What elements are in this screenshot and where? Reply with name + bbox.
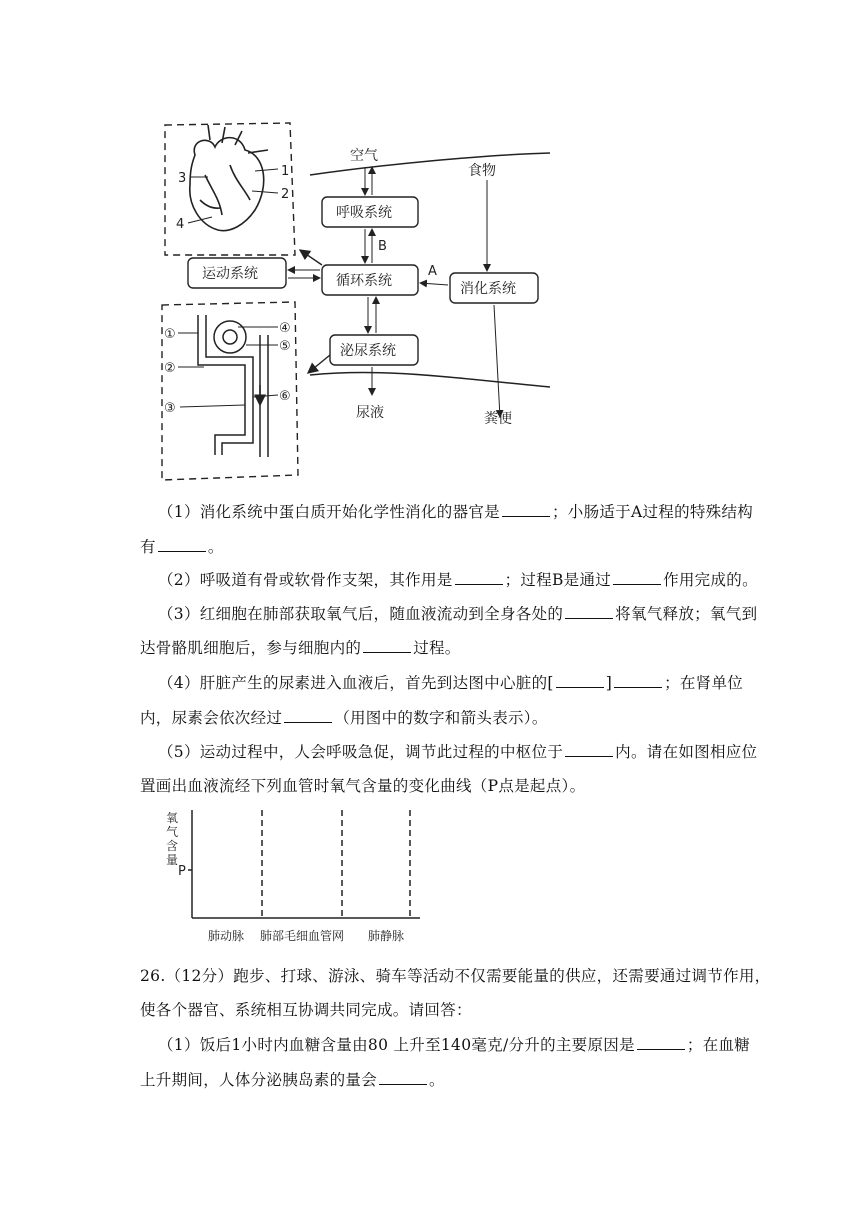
answer-blank[interactable] [379, 1070, 427, 1085]
y-axis-label-3: 含 [166, 839, 179, 853]
heart-number-2: 2 [281, 187, 290, 202]
heart-panel [165, 123, 295, 255]
respiratory-system-label: 呼吸系统 [336, 205, 392, 221]
answer-blank[interactable] [637, 1035, 685, 1050]
y-axis-label-4: 量 [166, 853, 179, 867]
nephron-number-1: ① [164, 327, 176, 342]
x-label-pulmonary-vein: 肺静脉 [368, 929, 405, 943]
arrow-label-a: A [428, 264, 437, 279]
p-point-label: P [178, 864, 186, 879]
arrow-label-b: B [378, 239, 387, 254]
answer-blank[interactable] [556, 673, 604, 688]
feces-label: 粪便 [484, 411, 512, 427]
question-3-line-1: （3）红细胞在肺部获取氧气后，随血液流动到全身各处的 将氧气释放；氧气到 [158, 605, 758, 623]
nephron-number-6: ⑥ [279, 389, 291, 404]
question-26-line-2: 使各个器官、系统相互协调共同完成。请回答： [140, 1001, 472, 1019]
answer-blank[interactable] [158, 537, 206, 552]
question-4-line-2: 内，尿素会依次经过 （用图中的数字和箭头表示）。 [140, 709, 548, 727]
y-axis-label-1: 氧 [166, 811, 179, 825]
question-26-1-line-1: （1）饭后1小时内血糖含量由80 上升至140毫克/分升的主要原因是 ；在血糖 [158, 1036, 751, 1054]
nephron-icon [198, 315, 268, 457]
heart-number-4: 4 [176, 217, 185, 232]
motor-system-label: 运动系统 [202, 266, 258, 282]
answer-blank[interactable] [284, 708, 332, 723]
nephron-number-4: ④ [279, 321, 291, 336]
answer-blank[interactable] [614, 673, 662, 688]
x-label-lung-capillaries: 肺部毛细血管网 [260, 929, 345, 943]
urinary-system-label: 泌尿系统 [340, 343, 396, 359]
question-5-line-1: （5）运动过程中，人会呼吸急促，调节此过程的中枢位于 内。请在如图相应位 [158, 743, 758, 761]
answer-blank[interactable] [613, 570, 661, 585]
question-5-line-2: 置画出血液流经下列血管时氧气含量的变化曲线（P点是起点）。 [140, 777, 586, 795]
answer-blank[interactable] [502, 502, 550, 517]
nephron-panel [162, 302, 298, 480]
digestive-system-label: 消化系统 [460, 281, 516, 297]
y-axis-label-2: 气 [166, 825, 179, 839]
answer-blank[interactable] [565, 742, 613, 757]
answer-blank[interactable] [565, 604, 613, 619]
question-26-1-line-2: 上升期间，人体分泌胰岛素的量会 。 [140, 1071, 445, 1089]
question-3-line-2: 达骨骼肌细胞后，参与细胞内的 过程。 [140, 639, 461, 657]
question-2: （2）呼吸道有骨或软骨作支架，其作用是 ；过程B是通过 作用完成的。 [158, 571, 758, 589]
answer-blank[interactable] [363, 638, 411, 653]
nephron-number-3: ③ [164, 401, 176, 416]
body-systems-diagram [150, 105, 560, 490]
question-1-line-1: （1）消化系统中蛋白质开始化学性消化的器官是 ；小肠适于A过程的特殊结构 [158, 503, 754, 521]
x-label-pulmonary-artery: 肺动脉 [208, 929, 245, 943]
answer-blank[interactable] [455, 570, 503, 585]
question-26-line-1: 26.（12分）跑步、打球、游泳、骑车等活动不仅需要能量的供应，还需要通过调节作用， [140, 967, 771, 985]
food-label: 食物 [468, 163, 496, 179]
question-1-line-2: 有 。 [140, 538, 224, 556]
circulatory-system-label: 循环系统 [336, 273, 392, 289]
heart-number-3: 3 [178, 171, 187, 186]
urine-label: 尿液 [356, 405, 384, 421]
question-4-line-1: （4）肝脏产生的尿素进入血液后，首先到达图中心脏的[ ] ；在肾单位 [158, 674, 744, 692]
oxygen-content-graph[interactable] [150, 800, 430, 950]
air-label: 空气 [350, 148, 378, 164]
nephron-number-5: ⑤ [279, 339, 291, 354]
heart-icon [190, 125, 268, 231]
heart-number-1: 1 [281, 164, 290, 179]
nephron-number-2: ② [164, 361, 176, 376]
